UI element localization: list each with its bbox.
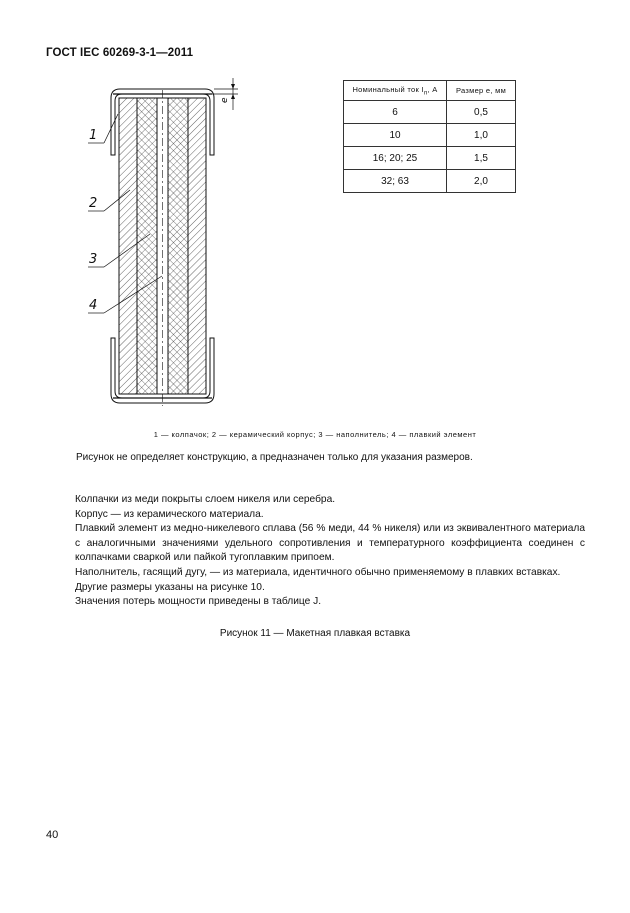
paragraph: Значения потерь мощности приведены в таблице J. [75, 596, 322, 608]
table-row [344, 147, 516, 170]
paragraph: Колпачки из меди покрыты слоем никеля или серебра. [75, 494, 336, 505]
table-cell: 10 [344, 124, 447, 147]
document-header: ГОСТ IEC 60269-3-1—2011 [46, 47, 194, 59]
fuse-drawing [78, 76, 248, 416]
table-cell: 6 [344, 101, 447, 124]
figure-caption: Рисунок 11 — Макетная плавкая вставка [219, 628, 411, 639]
table-cell: 0,5 [447, 101, 516, 124]
page-number: 40 [46, 829, 59, 841]
body-text [75, 493, 585, 610]
paragraph: Другие размеры указаны на рисунке 10. [75, 581, 265, 593]
table-row [344, 124, 516, 147]
table-cell: 32; 63 [344, 170, 447, 193]
paragraph: Корпус — из керамического материала. [75, 508, 264, 520]
label-2: 2 [89, 196, 98, 211]
paragraph: Наполнитель, гасящий дугу, — из материала, идентичного обычно применяемому в плавких вставках. [75, 566, 561, 578]
label-4: 4 [89, 298, 98, 313]
figure-note: Рисунок не определяет конструкцию, а предназначен только для указания размеров. [76, 452, 473, 463]
table-row [344, 170, 516, 193]
table-row [344, 101, 516, 124]
paragraph: Плавкий элемент из медно-никелевого сплава (56 % меди, 44 % никеля) или из эквивалентного материала с аналогичными значениями удельного сопротивления и температурного коэффициента соединен с колпачками сваркой или пайкой тугоплавким припоем. [75, 523, 585, 564]
label-1: 1 [89, 128, 98, 143]
table-header-current: Номинальный ток $I_n$, А [344, 81, 447, 101]
table-cell: 1,5 [447, 147, 516, 170]
table-header-size: Размер e, мм [447, 81, 516, 101]
table-header-row [344, 81, 516, 101]
table-cell: 1,0 [447, 124, 516, 147]
dimension-label: e [220, 97, 230, 103]
label-3: 3 [89, 252, 98, 267]
table-cell: 2,0 [447, 170, 516, 193]
figure-legend: 1 — колпачок; 2 — керамический корпус; 3 — наполнитель; 4 — плавкий элемент [153, 430, 477, 439]
table-cell: 16; 20; 25 [344, 147, 447, 170]
dimensions-table [343, 80, 516, 193]
